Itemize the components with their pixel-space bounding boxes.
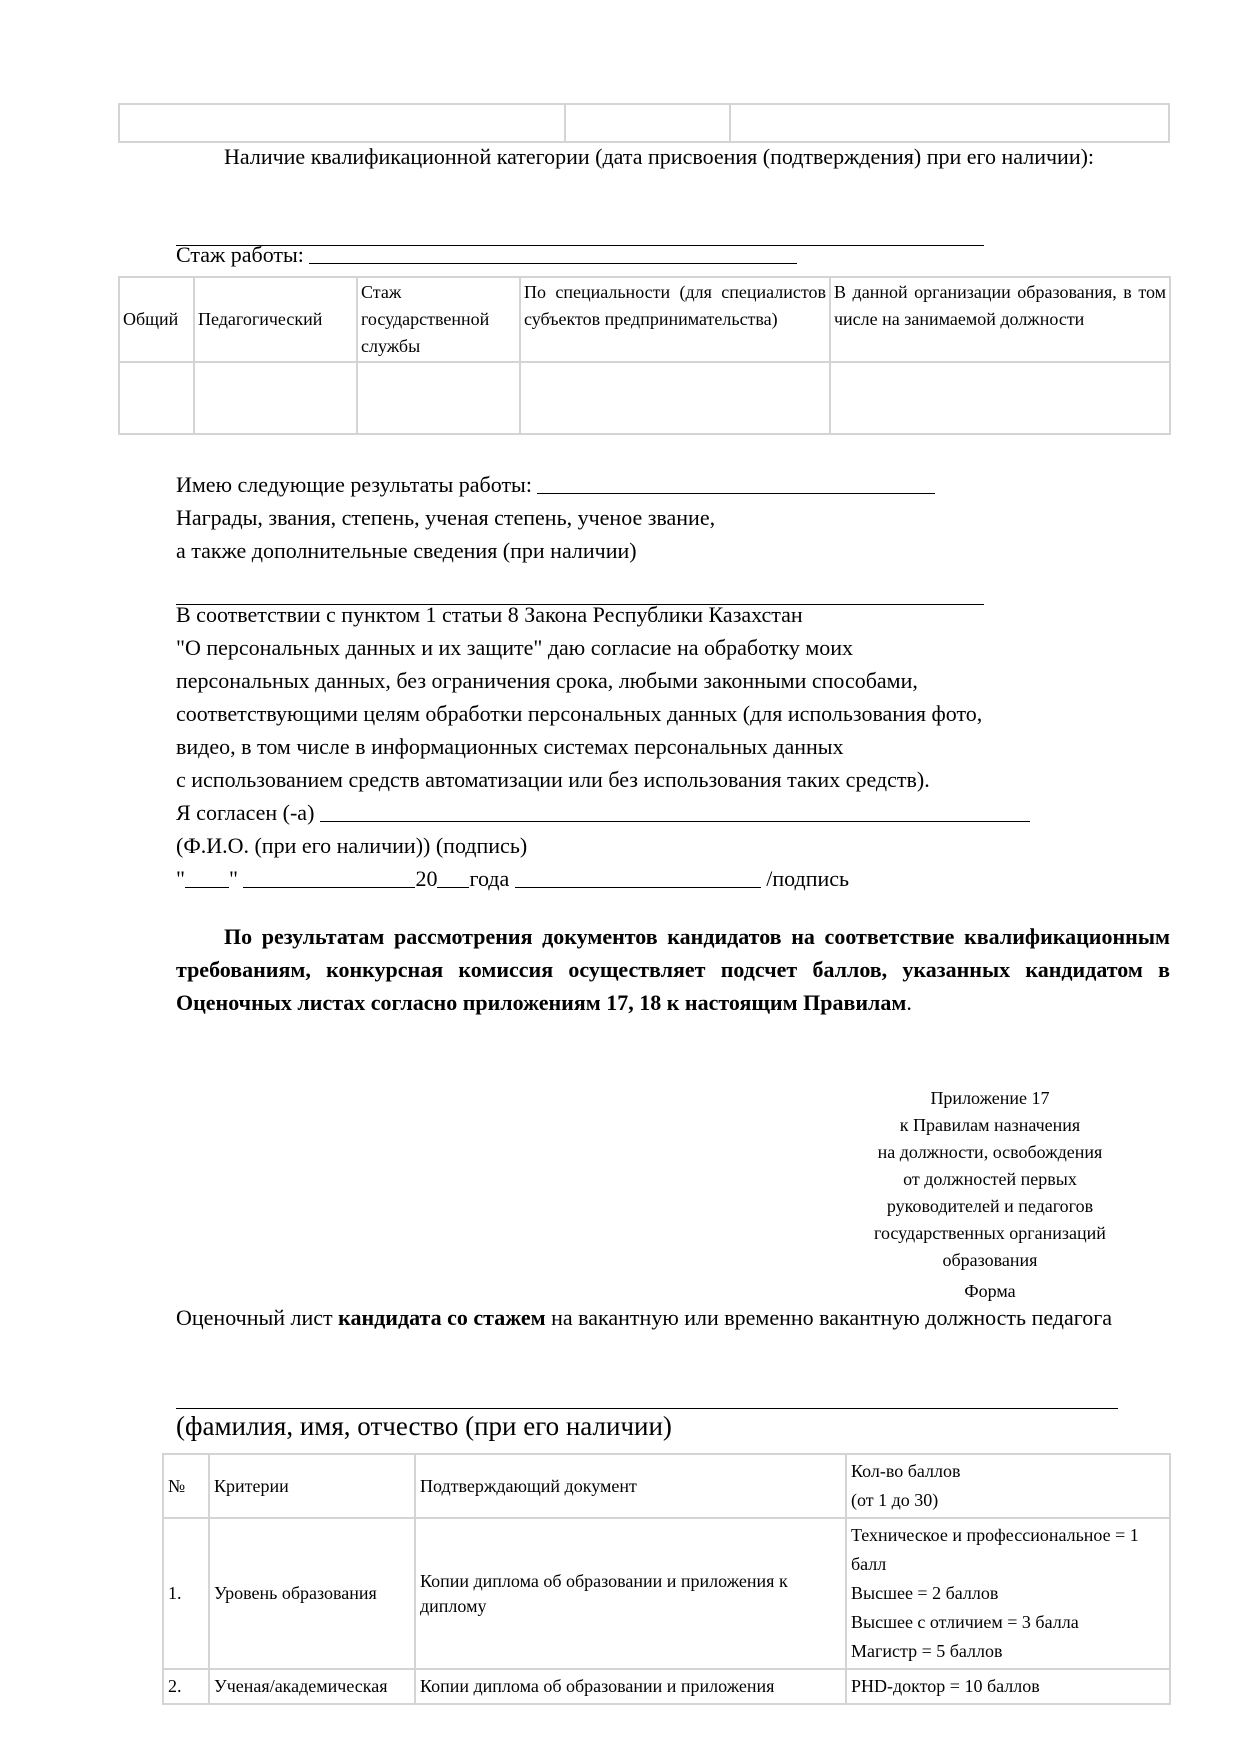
- exp-header-specialty: По специальности (для специалистов субъектов предпринимательства): [520, 277, 830, 362]
- commission-paragraph: По результатам рассмотрения документов кандидатов на соответствие квалификационным требованиям, конкурсная комиссия осуществляет подсчет баллов, указанных кандидатом в Оценочных листах согласно приложениям 17, 18 к настоящим Правилам.: [176, 924, 1170, 1015]
- results-line-1: Имею следующие результаты работы:: [176, 472, 532, 497]
- consent-line: видео, в том числе в информационных системах персональных данных: [176, 734, 844, 759]
- empty-cell: [730, 104, 1169, 142]
- exp-cell: [520, 362, 830, 434]
- exp-header-organization: В данной организации образования, в том числе на занимаемой должности: [830, 277, 1170, 362]
- evaluation-sheet-title: Оценочный лист кандидата со стажем на вакантную или временно вакантную должность педагога: [176, 1305, 1113, 1330]
- qualification-paragraph: [176, 140, 1170, 173]
- consent-line: "О персональных данных и их защите" даю согласие на обработку моих: [176, 635, 854, 660]
- date-year-prefix: 20: [415, 866, 438, 891]
- empty-cell: [565, 104, 730, 142]
- exp-cell: [830, 362, 1170, 434]
- work-experience-row: [176, 238, 797, 271]
- appendix-header: [840, 1085, 1140, 1305]
- results-line-3: а также дополнительные сведения (при наличии): [176, 538, 637, 563]
- empty-cell: [119, 104, 565, 142]
- form-label: Форма: [964, 1281, 1016, 1301]
- work-experience-underline: [309, 262, 797, 264]
- date-signature-row: " " 20 года /подпись: [176, 866, 850, 891]
- exp-cell: [119, 362, 194, 434]
- row-points: PHD-доктор = 10 баллов: [846, 1669, 1170, 1704]
- score-header-criteria: Критерии: [209, 1454, 415, 1518]
- row-num: 2.: [163, 1669, 209, 1704]
- results-underline: [537, 492, 935, 494]
- consent-line: В соответствии с пунктом 1 статьи 8 Закона Республики Казахстан: [176, 602, 803, 627]
- fio-signature-caption: (Ф.И.О. (при его наличии)) (подпись): [176, 833, 528, 858]
- exp-cell: [357, 362, 520, 434]
- fio-caption: (фамилия, имя, отчество (при его наличии): [176, 1411, 672, 1441]
- agree-underline: [320, 820, 1030, 822]
- score-header-points: Кол-во баллов (от 1 до 30): [846, 1454, 1170, 1518]
- date-signature-label: /подпись: [766, 866, 850, 891]
- appendix-line: к Правилам назначения: [899, 1115, 1081, 1135]
- score-table: [162, 1453, 1171, 1705]
- exp-header-total: Общий: [119, 277, 194, 362]
- experience-table: [118, 276, 1171, 435]
- row-document: Копии диплома об образовании и приложения: [415, 1669, 846, 1704]
- appendix-line: руководителей и педагогов: [886, 1196, 1094, 1216]
- work-experience-label: Стаж работы:: [176, 242, 304, 267]
- consent-block: [176, 598, 1030, 895]
- appendix-line: на должности, освобождения: [877, 1142, 1103, 1162]
- row-num: 1.: [163, 1518, 209, 1669]
- row-points: Техническое и профессиональное = 1 балл Высшее = 2 баллов Высшее с отличием = 3 балла Магистр = 5 баллов: [846, 1518, 1170, 1669]
- score-header-document: Подтверждающий документ: [415, 1454, 846, 1518]
- row-criteria: Ученая/академическая: [209, 1669, 415, 1704]
- exp-header-pedagogical: Педагогический: [194, 277, 357, 362]
- consent-line: соответствующими целям обработки персональных данных (для использования фото,: [176, 701, 983, 726]
- agree-label: Я согласен (-а): [176, 800, 315, 825]
- evaluation-sheet-bold: кандидата со стажем: [338, 1305, 546, 1330]
- table-row: [163, 1669, 1170, 1704]
- results-block: [176, 468, 935, 567]
- appendix-line: Приложение 17: [930, 1088, 1050, 1108]
- top-empty-table: [118, 103, 1170, 143]
- consent-line: с использованием средств автоматизации или без использования таких средств).: [176, 767, 930, 792]
- row-criteria: Уровень образования: [209, 1518, 415, 1669]
- appendix-line: образования: [942, 1250, 1038, 1270]
- qualification-text: Наличие квалификационной категории (дата присвоения (подтверждения) при его наличии):: [224, 144, 1095, 169]
- exp-cell: [194, 362, 357, 434]
- row-document: Копии диплома об образовании и приложения к диплому: [415, 1518, 846, 1669]
- table-row: [163, 1518, 1170, 1669]
- commission-text: По результатам рассмотрения документов кандидатов на соответствие квалификационным требованиям, конкурсная комиссия осуществляет подсчет баллов, указанных кандидатом в Оценочных листах согласно приложениям 17, 18 к настоящим Правилам: [176, 924, 1170, 1015]
- consent-line: персональных данных, без ограничения срока, любыми законными способами,: [176, 668, 918, 693]
- score-header-num: №: [163, 1454, 209, 1518]
- appendix-line: от должностей первых: [903, 1169, 1077, 1189]
- date-year-suffix: года: [469, 866, 510, 891]
- exp-header-civil-service: Стаж государственной службы: [357, 277, 520, 362]
- appendix-line: государственных организаций: [874, 1223, 1106, 1243]
- results-line-2: Награды, звания, степень, ученая степень, ученое звание,: [176, 505, 716, 530]
